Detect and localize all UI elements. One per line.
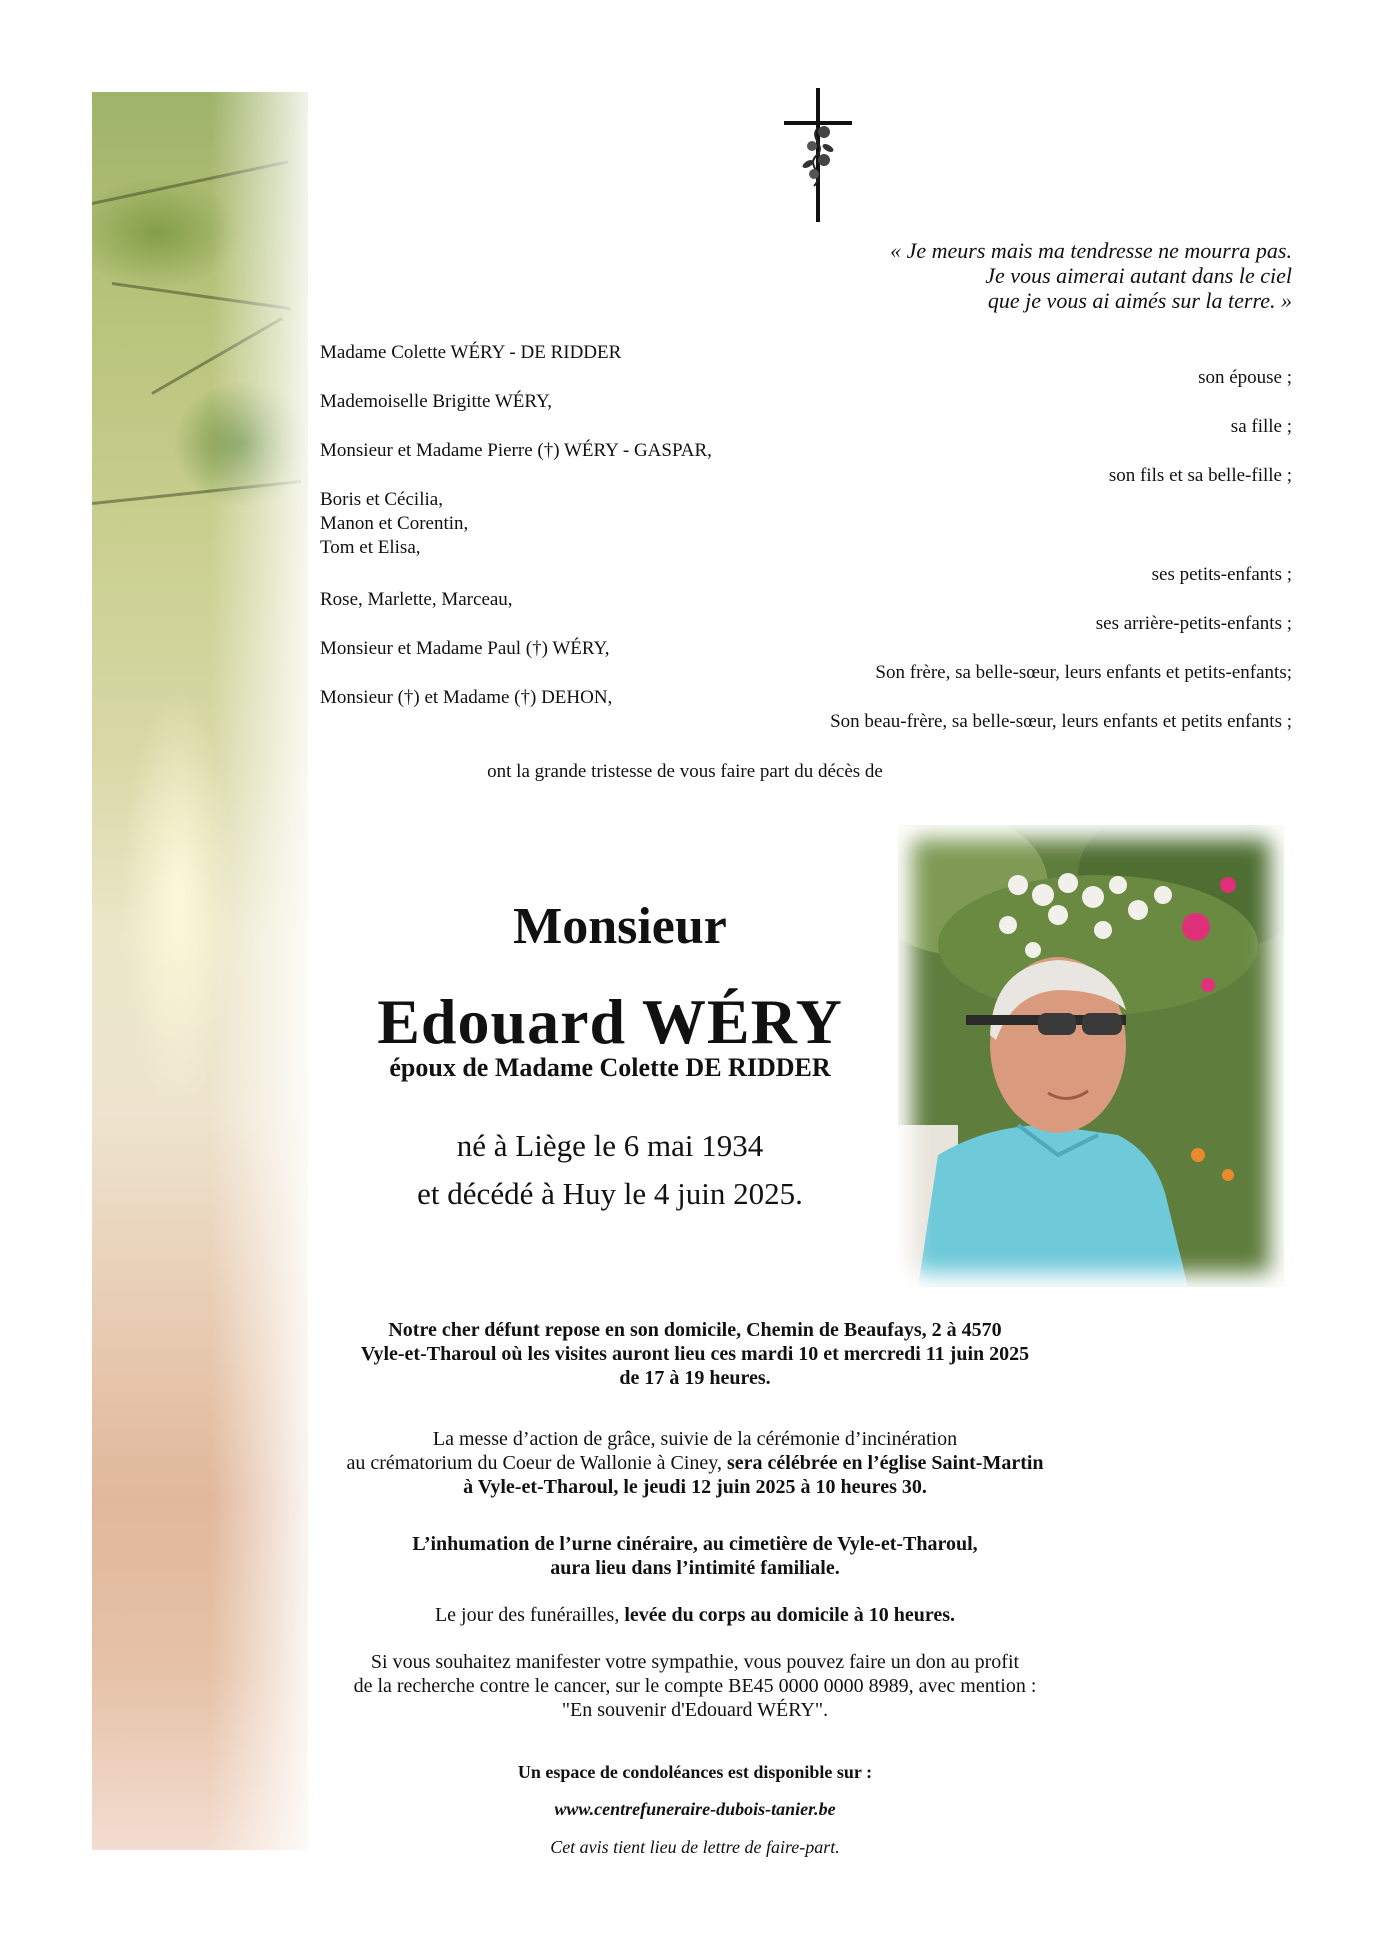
birth-line: né à Liège le 6 mai 1934	[456, 1128, 764, 1163]
portrait-photo	[898, 825, 1284, 1287]
quote-line: Je vous aimerai autant dans le ciel	[985, 263, 1292, 288]
mass-line-bold: sera célébrée en l’église Saint-Martin	[726, 1452, 1044, 1474]
family-member: Monsieur et Madame Pierre (†) WÉRY - GASPAR,	[320, 440, 712, 461]
visitation-line: de 17 à 19 heures.	[619, 1367, 771, 1389]
family-relation: Son beau-frère, sa belle-sœur, leurs enfants et petits enfants ;	[830, 711, 1292, 732]
family-relation: ses arrière-petits-enfants ;	[1095, 613, 1292, 634]
condolences-url[interactable]: www.centrefuneraire-dubois-tanier.be	[554, 1799, 836, 1819]
family-relation: ses petits-enfants ;	[1151, 564, 1292, 585]
visitation-info	[330, 1318, 1060, 1390]
grandchild-pair: Tom et Elisa,	[320, 537, 421, 558]
funeral-info	[330, 1603, 1060, 1627]
family-member: Monsieur (†) et Madame (†) DEHON,	[320, 687, 613, 708]
funeral-bold: levée du corps au domicile à 10 heures.	[624, 1604, 956, 1626]
burial-line: L’inhumation de l’urne cinéraire, au cimetière de Vyle-et-Tharoul,	[412, 1533, 978, 1555]
visitation-line: Vyle-et-Tharoul où les visites auront lieu ces mardi 10 et mercredi 11 juin 2025	[360, 1343, 1030, 1365]
family-relation: son épouse ;	[1198, 367, 1292, 388]
burial-line: aura lieu dans l’intimité familiale.	[550, 1557, 840, 1579]
deceased-name: Edouard WÉRY	[377, 986, 843, 1057]
mass-line-plain: au crématorium du Coeur de Wallonie à Ciney,	[346, 1452, 727, 1474]
donation-line: de la recherche contre le cancer, sur le compte BE45 0000 0000 8989, avec mention :	[353, 1675, 1037, 1697]
donation-line: "En souvenir d'Edouard WÉRY".	[561, 1699, 829, 1721]
spouse-line: époux de Madame Colette DE RIDDER	[389, 1053, 831, 1082]
death-line: et décédé à Huy le 4 juin 2025.	[417, 1176, 803, 1211]
mass-info	[330, 1427, 1060, 1499]
family-member: Mademoiselle Brigitte WÉRY,	[320, 391, 553, 412]
family-relation: son fils et sa belle-fille ;	[1108, 465, 1292, 486]
portrait-illustration	[898, 825, 1284, 1287]
family-relation: Son frère, sa belle-sœur, leurs enfants et petits-enfants;	[875, 662, 1292, 683]
grandchild-pair: Boris et Cécilia,	[320, 489, 443, 510]
burial-info	[330, 1532, 1060, 1580]
announcement-text: ont la grande tristesse de vous faire part du décès de	[487, 761, 883, 782]
funeral-plain: Le jour des funérailles,	[434, 1604, 625, 1626]
family-member: Rose, Marlette, Marceau,	[320, 589, 513, 610]
forest-path-image	[92, 92, 308, 1850]
family-member: Madame Colette WÉRY - DE RIDDER	[320, 342, 622, 363]
grandchild-pair: Manon et Corentin,	[320, 513, 469, 534]
condolences-label: Un espace de condoléances est disponible sur :	[517, 1762, 873, 1782]
life-dates	[330, 1122, 890, 1218]
mass-line	[330, 1451, 1060, 1475]
donation-line: Si vous souhaitez manifester votre sympathie, vous pouvez faire un don au profit	[370, 1651, 1020, 1673]
honorific: Monsieur	[513, 898, 727, 955]
family-relation: sa fille ;	[1230, 416, 1292, 437]
cross-with-rose-icon	[784, 88, 852, 222]
footer-note: Cet avis tient lieu de lettre de faire-part.	[550, 1837, 840, 1857]
mass-line: La messe d’action de grâce, suivie de la cérémonie d’incinération	[432, 1428, 958, 1450]
mass-line: à Vyle-et-Tharoul, le jeudi 12 juin 2025 à 10 heures 30.	[463, 1476, 927, 1498]
quote-line: « Je meurs mais ma tendresse ne mourra pas.	[890, 238, 1292, 263]
donation-info	[330, 1650, 1060, 1722]
quote-line: que je vous ai aimés sur la terre. »	[987, 288, 1292, 313]
epigraph-quote	[732, 238, 1292, 313]
family-member: Monsieur et Madame Paul (†) WÉRY,	[320, 638, 610, 659]
visitation-line: Notre cher défunt repose en son domicile, Chemin de Beaufays, 2 à 4570	[388, 1319, 1002, 1341]
family-member	[320, 488, 468, 560]
